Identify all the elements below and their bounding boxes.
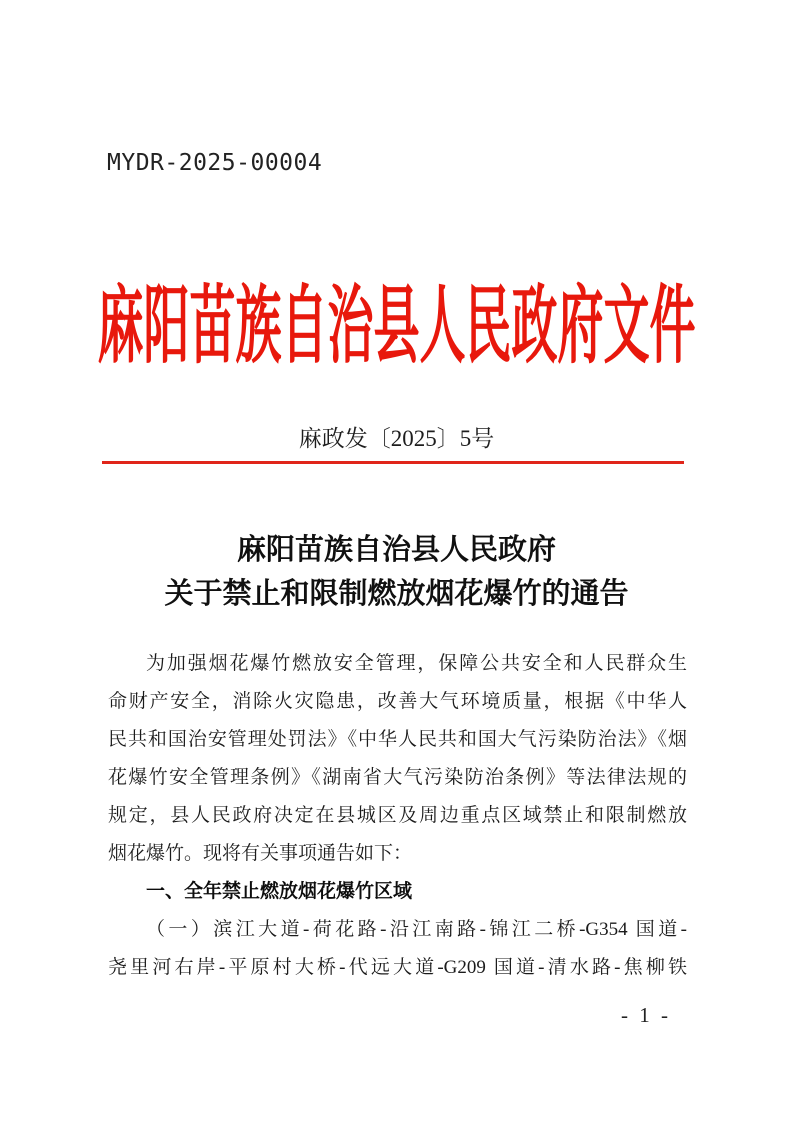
body-text bbox=[108, 645, 687, 987]
body-line: 命财产安全，消除火灾隐患，改善大气环境质量，根据《中华人 bbox=[108, 691, 687, 712]
red-header-banner bbox=[0, 262, 793, 378]
notice-title-line2: 关于禁止和限制燃放烟花爆竹的通告 bbox=[164, 578, 629, 610]
body-line: 民共和国治安管理处罚法》《中华人民共和国大气污染防治法》《烟 bbox=[108, 729, 687, 750]
page-number: - 1 - bbox=[621, 1003, 671, 1027]
body-line: 烟花爆竹。现将有关事项通告如下： bbox=[108, 843, 413, 864]
body-line: 尧里河右岸-平原村大桥-代远大道-G209 国道-清水路-焦柳铁 bbox=[108, 957, 687, 978]
body-line: 为加强烟花爆竹燃放安全管理，保障公共安全和人民群众生 bbox=[146, 653, 687, 674]
doc-number: 麻政发〔2025〕5号 bbox=[298, 426, 495, 451]
body-line: 规定，县人民政府决定在县城区及周边重点区域禁止和限制燃放 bbox=[108, 805, 687, 826]
notice-title bbox=[0, 528, 793, 616]
red-divider-line bbox=[102, 461, 684, 464]
notice-title-line1: 麻阳苗族自治县人民政府 bbox=[236, 534, 556, 566]
body-line: （一）滨江大道-荷花路-沿江南路-锦江二桥-G354 国道- bbox=[146, 919, 687, 940]
body-line: 花爆竹安全管理条例》《湖南省大气污染防治条例》等法律法规的 bbox=[108, 767, 687, 788]
retrieval-code: MYDR-2025-00004 bbox=[107, 150, 323, 176]
agency-title: 麻阳苗族自治县人民政府文件 bbox=[97, 279, 696, 374]
body-line: 一、全年禁止燃放烟花爆竹区域 bbox=[146, 881, 413, 902]
